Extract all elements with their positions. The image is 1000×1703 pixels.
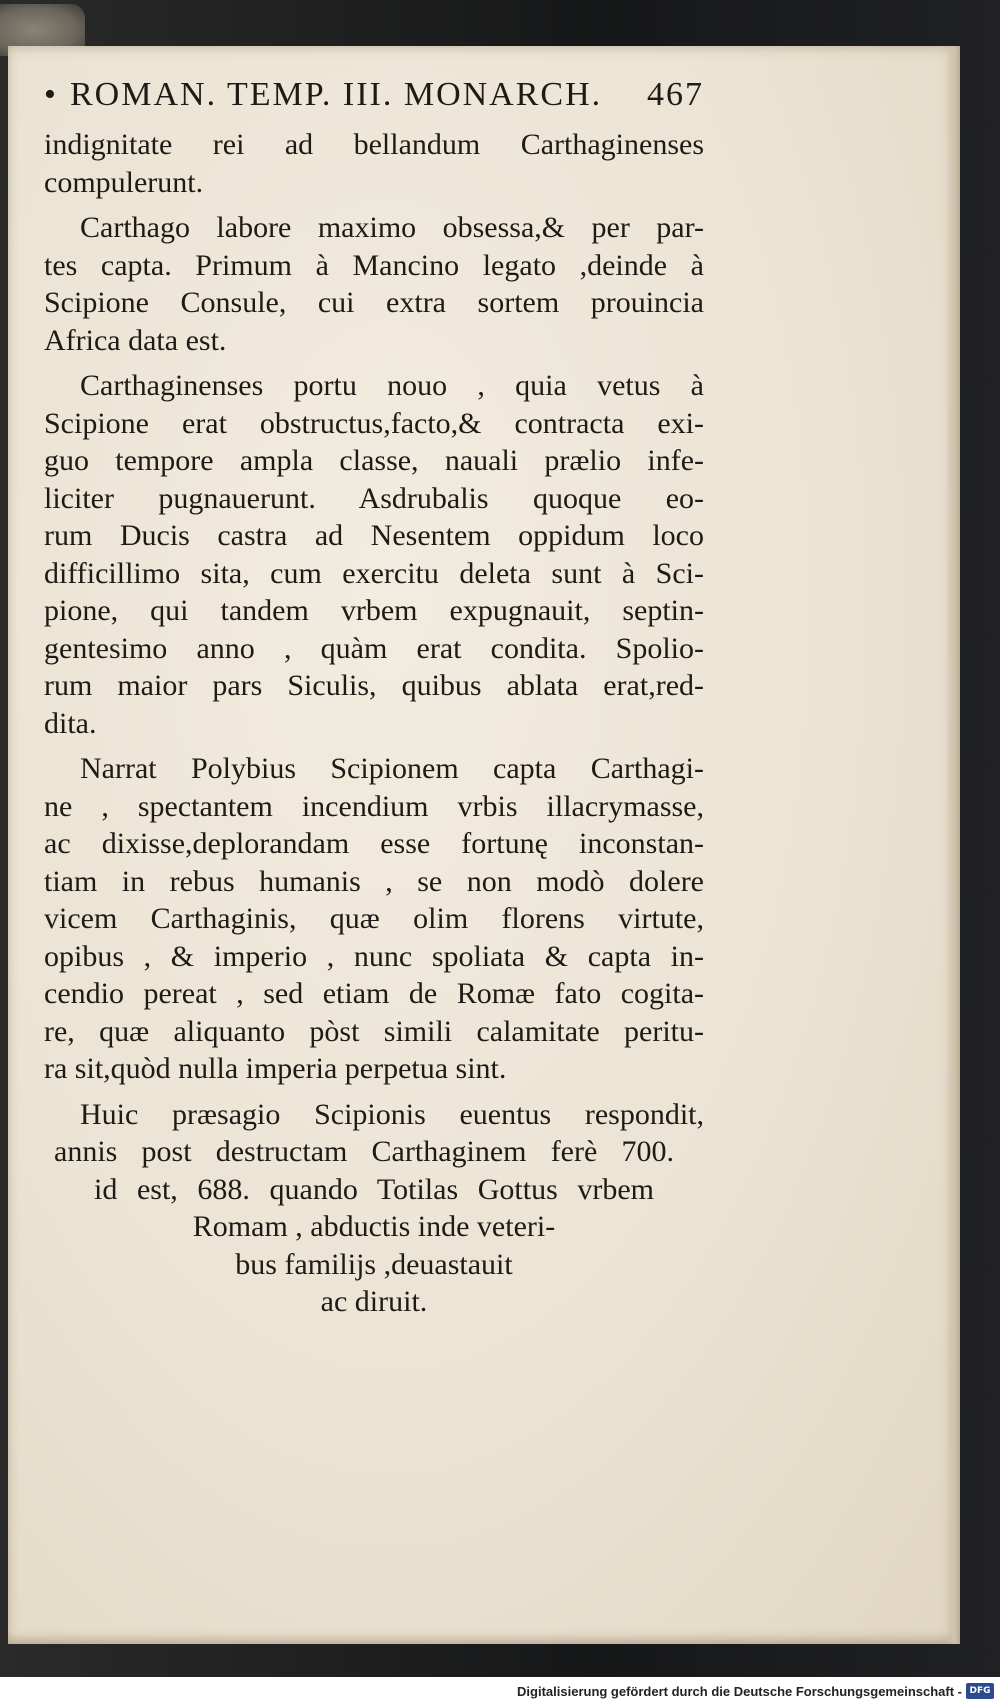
- text-line: ac diruit.: [320, 1285, 428, 1318]
- text-line: compulerunt.: [44, 165, 204, 199]
- text-line: Scipione Consule, cui extra sortem prouincia: [44, 286, 704, 319]
- text-line: cendio pereat , sed etiam de Romæ fato cogita-: [44, 977, 704, 1010]
- text-line: ra sit,quòd nulla imperia perpetua sint.: [44, 1052, 507, 1085]
- footer-bar: [0, 1677, 1000, 1703]
- closing-paragraph: [44, 1096, 704, 1321]
- text-line: dita.: [44, 706, 97, 740]
- text-line: Carthago labore maximo obsessa,& per par-: [80, 211, 704, 244]
- running-head-title: ROMAN. TEMP. III. MONARCH.: [70, 76, 603, 113]
- text-line: re, quæ aliquanto pòst simili calamitate peritu-: [44, 1014, 704, 1048]
- page-edge-shadow: [946, 46, 960, 1644]
- text-line: id est, 688. quando Totilas Gottus vrbem: [94, 1172, 654, 1206]
- text-line: indignitate rei ad bellandum Carthaginenses: [44, 128, 704, 161]
- paragraph-4: [44, 750, 704, 1088]
- text-line: opibus , & imperio , nunc spoliata & capta in-: [44, 939, 704, 973]
- text-line: rum Ducis castra ad Nesentem oppidum loco: [44, 519, 704, 552]
- body-text: [44, 126, 704, 1329]
- text-line: Huic præsagio Scipionis euentus respondit,: [80, 1097, 704, 1131]
- text-line: guo tempore ampla classe, nauali prælio infe-: [44, 444, 704, 477]
- text-line: Narrat Polybius Scipionem capta Carthagi-: [80, 752, 704, 785]
- page-number: 467: [647, 76, 704, 113]
- paragraph-1: [44, 126, 704, 201]
- paragraph-2: [44, 209, 704, 359]
- dfg-logo: DFG: [966, 1683, 994, 1699]
- text-line: ne , spectantem incendium vrbis illacrymasse,: [44, 789, 704, 823]
- running-head-bullet: •: [44, 76, 58, 113]
- text-line: bus familijs ,deuastauit: [235, 1247, 513, 1281]
- text-line: difficillimo sita, cum exercitu deleta sunt à Sci-: [44, 556, 704, 590]
- text-line: pione, qui tandem vrbem expugnauit, septin-: [44, 594, 704, 627]
- text-line: Carthaginenses portu nouo , quia vetus à: [80, 369, 704, 402]
- text-line: tes capta. Primum à Mancino legato ,deinde à: [44, 248, 704, 282]
- text-line: annis post destructam Carthaginem ferè 700.: [54, 1135, 674, 1168]
- text-line: tiam in rebus humanis , se non modò dolere: [44, 864, 704, 898]
- text-line: ac dixisse,deplorandam esse fortunę inconstan-: [44, 827, 704, 860]
- paragraph-3: [44, 367, 704, 742]
- running-head: [44, 76, 704, 126]
- text-line: Scipione erat obstructus,facto,& contracta exi-: [44, 406, 704, 440]
- text-line: Romam , abductis inde veteri-: [192, 1210, 556, 1243]
- funding-credit: Digitalisierung gefördert durch die Deutsche Forschungsgemeinschaft -: [517, 1684, 962, 1699]
- text-line: liciter pugnauerunt. Asdrubalis quoque eo-: [44, 481, 704, 515]
- text-line: rum maior pars Siculis, quibus ablata erat,red-: [44, 669, 704, 702]
- text-line: vicem Carthaginis, quæ olim florens virtute,: [44, 902, 704, 935]
- text-line: Africa data est.: [44, 323, 227, 357]
- text-line: gentesimo anno , quàm erat condita. Spolio-: [44, 631, 704, 665]
